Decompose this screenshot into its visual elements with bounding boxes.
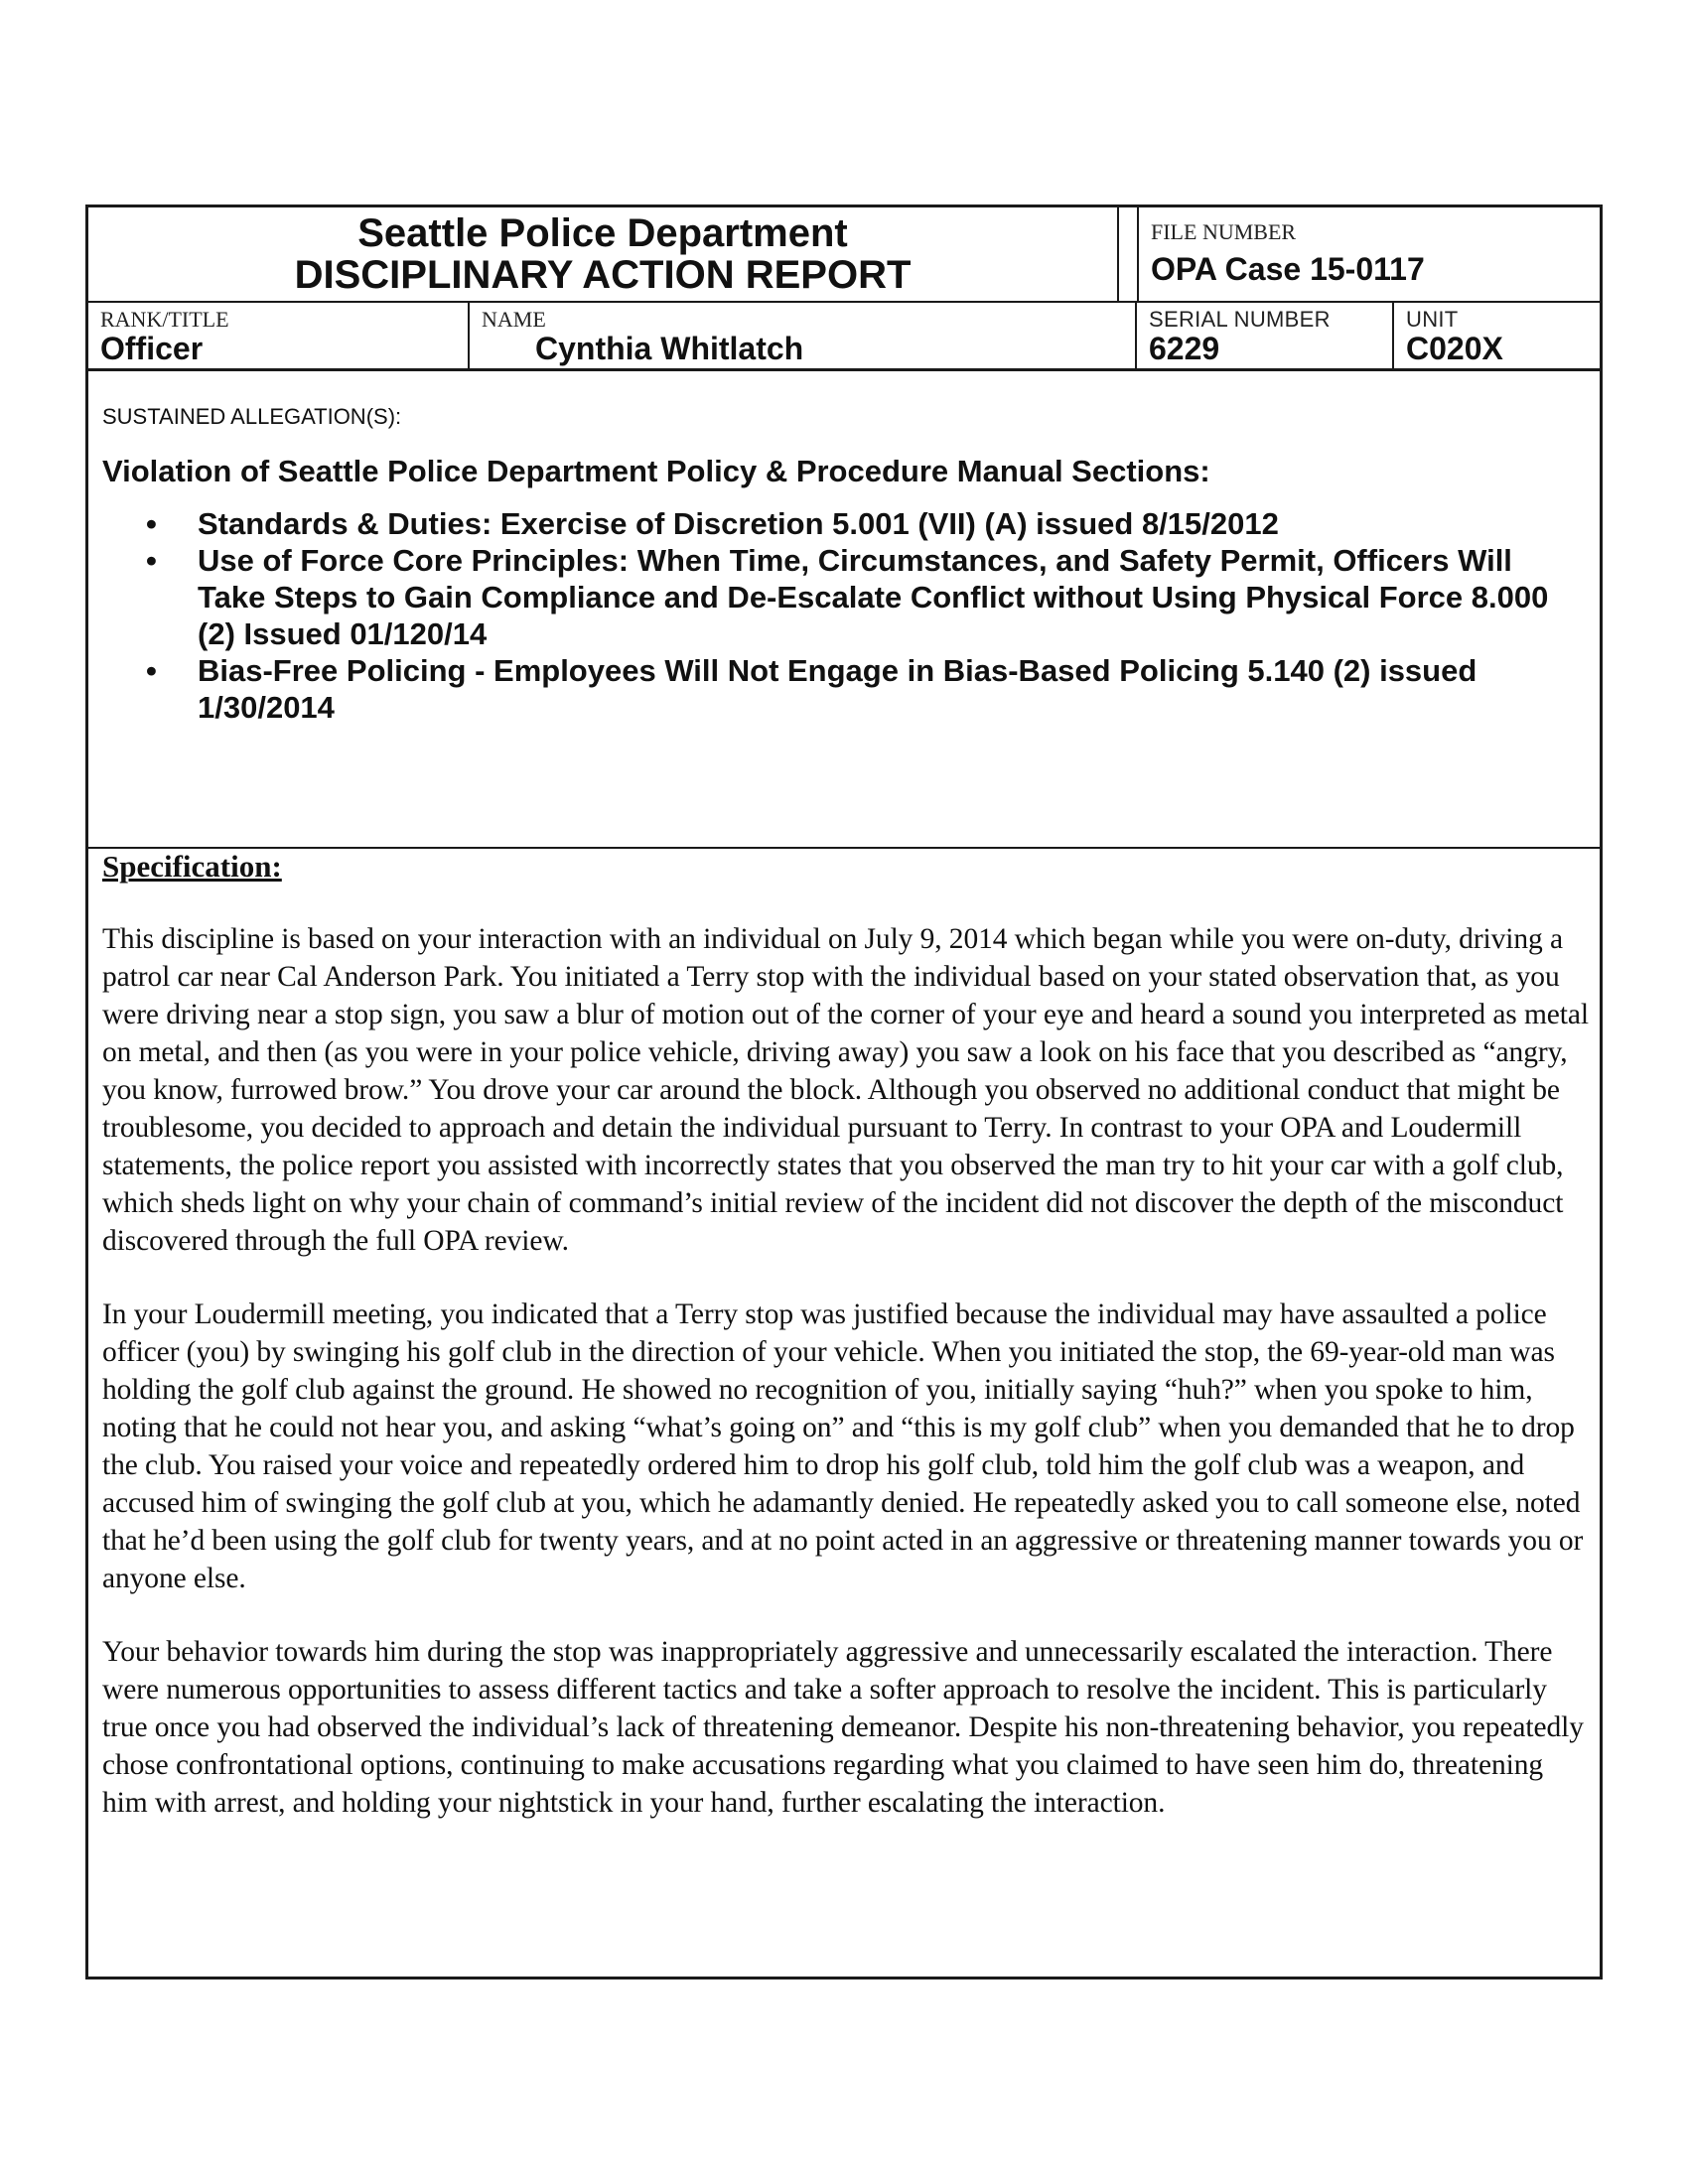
specification-paragraph: Your behavior towards him during the stop was inappropriately aggressive and unnecessarily escalated the interaction. There were numerous opportunities to assess different tactics and take a softer approach to resolve the incident. This is particularly true once you had observed the individual’s lack of threatening demeanor. Despite his non-threatening behavior, you repeatedly chose confrontational options, continuing to make accusations regarding what you claimed to have seen him do, threatening him with arrest, and holding your nightstick in your hand, further escalating the interaction.	[102, 1636, 1584, 1819]
department-name: Seattle Police Department	[357, 211, 848, 255]
allegation-text: Bias-Free Policing - Employees Will Not Engage in Bias-Based Policing 5.140 (2) issued 1/30/2014	[198, 653, 1477, 725]
bullet-icon: •	[146, 653, 157, 688]
serial-cell	[1137, 301, 1394, 368]
file-number-value: OPA Case 15-0117	[1151, 251, 1425, 287]
officer-info-row	[88, 301, 1600, 371]
header-divider	[1117, 207, 1139, 303]
allegation-item	[146, 652, 1588, 726]
allegation-item	[146, 505, 1588, 542]
name-value: Cynthia Whitlatch	[535, 331, 804, 366]
report-title-block	[88, 207, 1119, 303]
specification-paragraph: In your Loudermill meeting, you indicated that a Terry stop was justified because the individual may have assaulted a police officer (you) by swinging his golf club in the direction of your vehicle. When you initiated the stop, the 69-year-old man was holding the golf club against the ground. He showed no recognition of you, initially saying “huh?” when you spoke to him, noting that he could not hear you, and asking “what’s going on” and “this is my golf club” when you demanded that he to drop the club. You raised your voice and repeatedly ordered him to drop his golf club, told him the golf club was a weapon, and accused him of swinging the golf club at you, which he adamantly denied. He repeatedly asked you to call someone else, noted that he’d been using the golf club for twenty years, and at no point acted in an aggressive or threatening manner towards you or anyone else.	[102, 1298, 1584, 1594]
name-label: NAME	[482, 307, 546, 332]
allegations-list	[146, 505, 1588, 726]
rank-label: RANK/TITLE	[100, 307, 229, 332]
file-number-label: FILE NUMBER	[1151, 219, 1297, 244]
unit-value: C020X	[1406, 331, 1503, 366]
report-title: DISCIPLINARY ACTION REPORT	[294, 253, 912, 297]
allegations-heading: Violation of Seattle Police Department Policy & Procedure Manual Sections:	[102, 454, 1210, 488]
specification-section	[88, 847, 1600, 1977]
specification-body	[102, 920, 1592, 1857]
disciplinary-report-form	[85, 205, 1603, 1979]
specification-paragraph: This discipline is based on your interaction with an individual on July 9, 2014 which began while you were on-duty, driving a patrol car near Cal Anderson Park. You initiated a Terry stop with the individual based on your stated observation that, as you were driving near a stop sign, you saw a blur of motion out of the corner of your eye and heard a sound you interpreted as metal on metal, and then (as you were in your police vehicle, driving away) you saw a look on his face that you described as “angry, you know, furrowed brow.” You drove your car around the block. Although you observed no additional conduct that might be troublesome, you decided to approach and detain the individual pursuant to Terry. In contrast to your OPA and Loudermill statements, the police report you assisted with incorrectly states that you observed the man try to hit your car with a golf club, which sheds light on why your chain of command’s initial review of the incident did not discover the depth of the misconduct discovered through the full OPA review.	[102, 923, 1589, 1257]
file-number-cell	[1139, 207, 1600, 303]
rank-value: Officer	[100, 331, 204, 366]
unit-label: UNIT	[1406, 307, 1459, 332]
allegations-label: SUSTAINED ALLEGATION(S):	[102, 404, 402, 429]
allegation-item	[146, 542, 1588, 652]
bullet-icon: •	[146, 506, 157, 541]
allegation-text: Use of Force Core Principles: When Time, Circumstances, and Safety Permit, Officers Will Take Steps to Gain Compliance and De-Escalate Conflict without Using Physical Force 8.000 (2) Issued 01/120/14	[198, 543, 1549, 651]
serial-label: SERIAL NUMBER	[1149, 307, 1331, 332]
sustained-allegations-section	[88, 368, 1600, 849]
serial-value: 6229	[1149, 331, 1220, 366]
specification-heading: Specification:	[102, 849, 282, 884]
bullet-icon: •	[146, 543, 157, 578]
allegation-text: Standards & Duties: Exercise of Discretion 5.001 (VII) (A) issued 8/15/2012	[198, 506, 1279, 541]
unit-cell	[1394, 301, 1600, 368]
rank-cell	[88, 301, 470, 368]
name-cell	[470, 301, 1137, 368]
